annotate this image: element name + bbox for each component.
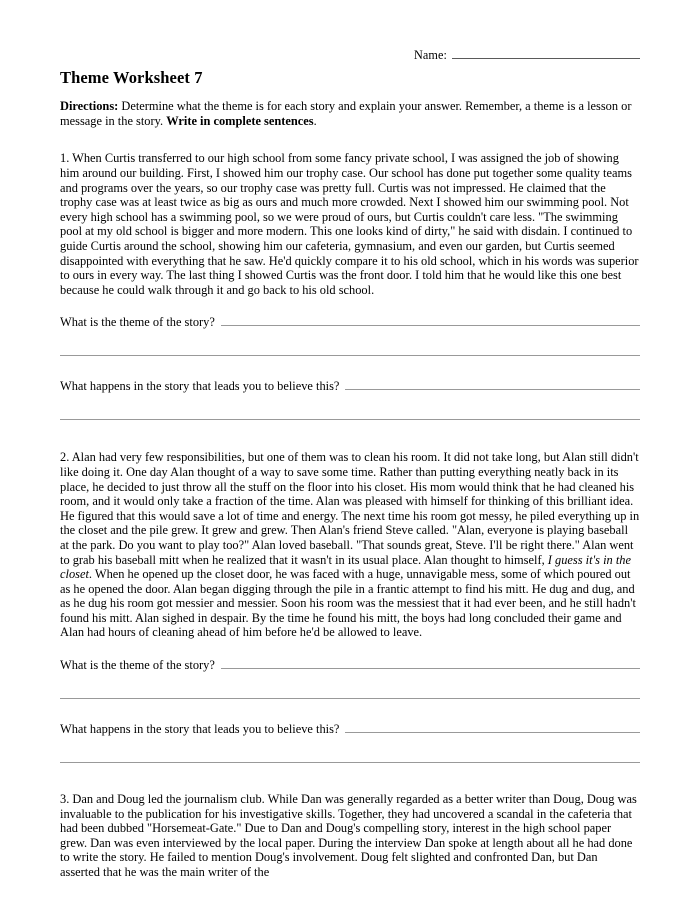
answer-rule[interactable] bbox=[221, 657, 640, 669]
story-3-text: 3. Dan and Doug led the journalism club. While Dan was generally regarded as a better writer than Doug, Doug was invaluable to the publication for his investigative skills. Together, they had uncovered a scandal in the cafeteria that had been dubbed "Horsemeat-Gate." Due to Dan and Doug's compelling story, interest in the high school paper grew. Dan was even interviewed by the local paper. During the interview Dan spoke at length about all he had done to write the story. He failed to mention Doug's involvement. Doug felt slighted and confronted Dan, but Dan asserted that he was the main writer of the bbox=[60, 792, 637, 880]
question-label: What happens in the story that leads you to believe this? bbox=[60, 722, 340, 737]
answer-rule-continuation[interactable] bbox=[60, 418, 640, 420]
answer-rule-continuation[interactable] bbox=[60, 697, 640, 699]
story-1-text: 1. When Curtis transferred to our high school from some fancy private school, I was assigned the job of showing him around our building. First, I showed him our trophy case. Our school has done put together some quality teams and programs over the years, so our trophy case was pretty full. Curtis was not impressed. He claimed that the trophy case was at least twice as big as ours and much more crowded. Next I showed him our swimming pool. Not every high school has a swimming pool, so we were proud of ours, but Curtis couldn't care less. "The swimming pool at my old school is bigger and more modern. This one looks kind of dirty," he said with disdain. I continued to guide Curtis around the school, showing him our cafeteria, gymnasium, and even our garden, but Curtis seemed disappointed with everything that he saw. He'd quickly compare it to his old school, which in his words was superior to ours in every way. The last thing I showed Curtis was the front door. I told him that he would like this one best because he could walk through it and go back to his old school. bbox=[60, 151, 639, 297]
directions-period: . bbox=[313, 114, 317, 129]
answer-rule-continuation[interactable] bbox=[60, 354, 640, 356]
story-2-part-b: . When he opened up the closet door, he was faced with a huge, unnavigable mess, some of which poured out as he opened the door. Alan began digging through the pile in a frantic attempt to find his mitt. He dug and dug, and as he dug his room got messier and messier. Soon his room was the messiest that it had ever been, and he still hadn't found his mitt. Alan sighed in despair. By the time he found his mitt, the boys had long concluded their game and Alan had hours of cleaning ahead of him before he'd be allowed to leave. bbox=[60, 567, 636, 640]
name-field-row bbox=[60, 0, 640, 64]
name-input-rule[interactable] bbox=[452, 46, 640, 59]
story-2-evidence-question bbox=[60, 721, 640, 737]
story-2-theme-question bbox=[60, 657, 640, 673]
story-2-questions bbox=[60, 657, 640, 763]
name-label: Name: bbox=[414, 48, 447, 62]
story-1-evidence-question bbox=[60, 378, 640, 394]
answer-rule[interactable] bbox=[345, 378, 640, 390]
directions-label: Directions: bbox=[60, 99, 119, 113]
story-1-theme-question bbox=[60, 314, 640, 330]
question-label: What happens in the story that leads you to believe this? bbox=[60, 379, 340, 394]
directions-body: Determine what the theme is for each story and explain your answer. Remember, a theme is a lesson or message in the story. bbox=[60, 99, 632, 129]
directions-emphasis: Write in complete sentences bbox=[166, 114, 314, 129]
answer-rule[interactable] bbox=[345, 721, 640, 733]
story-2-italic-phrase: I guess it's in the closet bbox=[60, 552, 631, 582]
question-label: What is the theme of the story? bbox=[60, 658, 215, 673]
story-2-part-a: 2. Alan had very few responsibilities, but one of them was to clean his room. It did not take long, but Alan still didn't like doing it. One day Alan thought of a way to save some time. Rather than putting everything neatly back in its place, he decided to just throw all the stuff on the floor into his closet. His mom would think that he had cleaned his room, and it would only take a fraction of the time. Alan was pleased with himself for thinking of this brilliant idea. He figured that this would save a lot of time and energy. The next time his room got messy, he piled everything up in the closet and the pile grew. It grew and grew. Then Alan's friend Steve called. "Alan, everyone is playing baseball at the park. Do you want to play too?" Alan loved baseball. "That sounds great, Steve. I'll be right there." Alan went to grab his baseball mitt when he realized that it wasn't in its usual place. Alan thought to himself, bbox=[60, 450, 640, 567]
story-2-text bbox=[60, 450, 640, 640]
answer-rule[interactable] bbox=[221, 314, 640, 326]
story-1-questions bbox=[60, 314, 640, 420]
question-label: What is the theme of the story? bbox=[60, 315, 215, 330]
answer-rule-continuation[interactable] bbox=[60, 761, 640, 763]
page-title: Theme Worksheet 7 bbox=[60, 68, 203, 87]
directions-paragraph bbox=[60, 99, 640, 129]
